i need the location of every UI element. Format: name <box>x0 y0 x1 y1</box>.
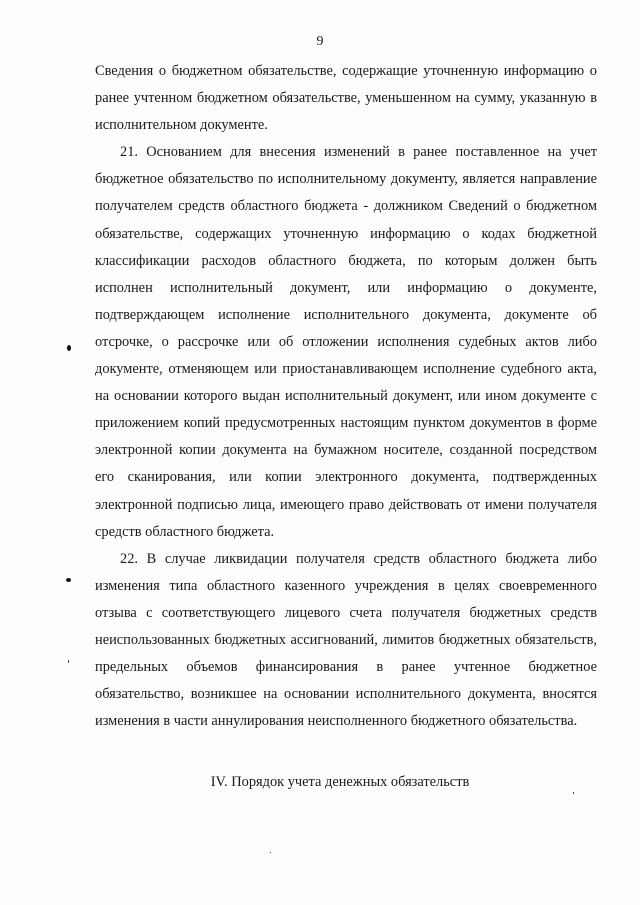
section-heading: IV. Порядок учета денежных обязательств <box>210 774 470 790</box>
scan-speck <box>66 578 71 582</box>
document-body <box>95 58 597 735</box>
scan-speck <box>67 345 71 351</box>
paragraph-21: 21. Основанием для внесения изменений в ранее поставленное на учет бюджетное обязательство по исполнительному документу, является направление получателем средств областного бюджета - должником Сведений о бюджетном обязательстве, содержащих уточненную информацию о кодах бюджетной классификации расходов областного бюджета, по которым должен быть исполнен исполнительный документ, или информацию о документе, подтверждающем исполнение исполнительного документа, документе об отсрочке, о рассрочке или об отложении исполнения судебных актов либо документе, отменяющем или приостанавливающем исполнение судебного акта, на основании которого выдан исполнительный документ, или ином документе с приложением копий предусмотренных настоящим пунктом документов в форме электронной копии документа на бумажном носителе, созданной посредством его сканирования, или копии электронного документа, подтвержденных электронной подписью лица, имеющего право действовать от имени получателя средств областного бюджета. <box>95 144 597 540</box>
scan-speck <box>68 660 69 663</box>
paragraph-continuation: Сведения о бюджетном обязательстве, содержащие уточненную информацию о ранее учтенном бюджетном обязательстве, уменьшенном на сумму, указанную в исполнительном документе. <box>95 63 597 134</box>
paragraph-22: 22. В случае ликвидации получателя средств областного бюджета либо изменения типа областного казенного учреждения в целях своевременного отзыва с соответствующего лицевого счета получателя бюджетных средств неиспользованных бюджетных ассигнований, лимитов бюджетных обязательств, предельных объемов финансирования в ранее учтенное бюджетное обязательство, возникшее на основании исполнительного документа, вносятся изменения в части аннулирования неисполненного бюджетного обязательства. <box>95 550 597 730</box>
page-number: 9 <box>316 34 324 49</box>
scan-speck <box>573 792 574 794</box>
scan-speck <box>270 852 271 853</box>
